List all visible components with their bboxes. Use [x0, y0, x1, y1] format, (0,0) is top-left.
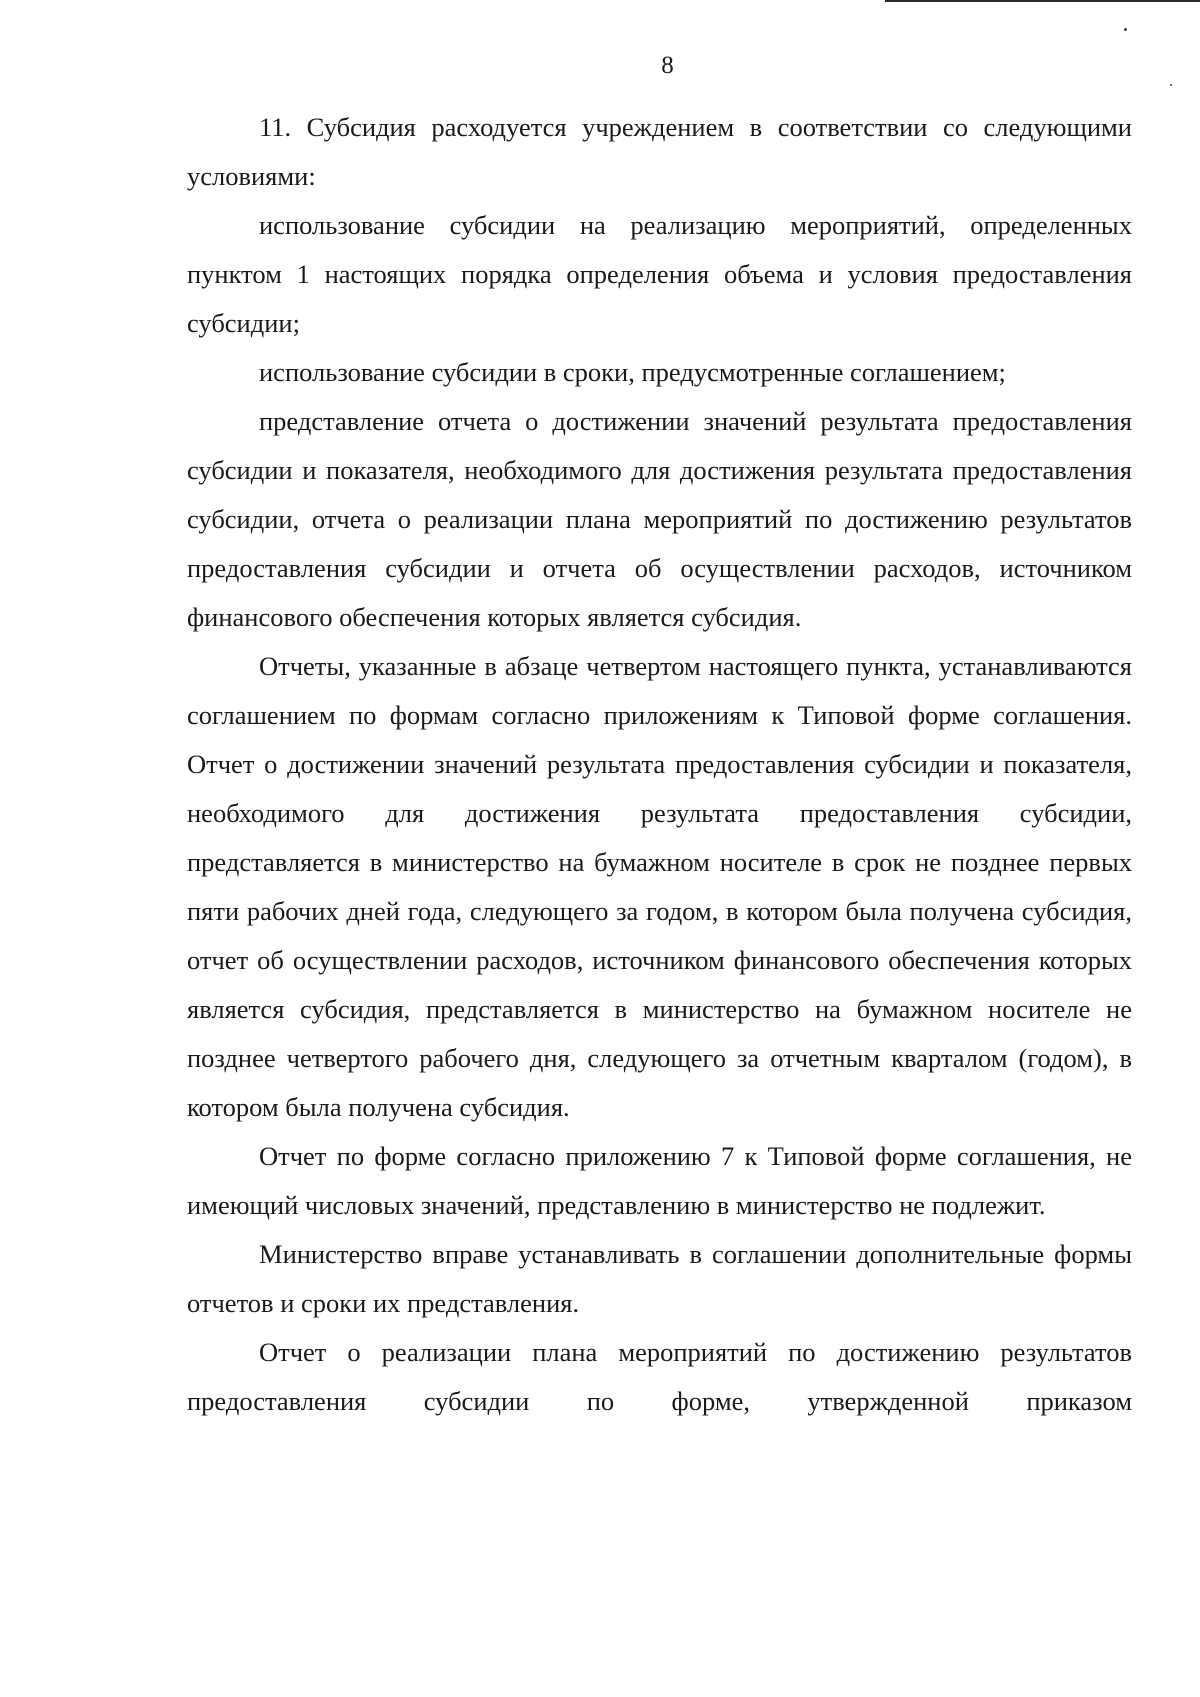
page-number: 8 — [661, 52, 674, 79]
scan-edge-line — [885, 0, 1200, 2]
paragraph-clause-11: 11. Субсидия расходуется учреждением в соответствии со следующими условиями: — [187, 112, 1132, 191]
paragraph-condition-purpose: использование субсидии на реализацию мероприятий, определенных пунктом 1 настоящих порядка определения объема и условия предоставления субсидии; — [187, 210, 1132, 338]
paragraph-report-forms: Отчеты, указанные в абзаце четвертом настоящего пункта, устанавливаются соглашением по формам согласно приложениям к Типовой форме соглашения. Отчет о достижении значений результата предоставления субсидии и показателя, необходимого для достижения результата предоставления субсидии, представляется в министерство на бумажном носителе в срок не позднее первых пяти рабочих дней года, следующего за годом, в котором была получена субсидия, отчет об осуществлении расходов, источником финансового обеспечения которых является субсидия, представляется в министерство на бумажном носителе не позднее четвертого рабочего дня, следующего за отчетным кварталом (годом), в котором была получена субсидия. — [187, 651, 1132, 1122]
paragraph-appendix-7: Отчет по форме согласно приложению 7 к Типовой форме соглашения, не имеющий числовых значений, представлению в министерство не подлежит. — [187, 1141, 1132, 1220]
scan-speck — [1170, 84, 1172, 86]
paragraph-condition-terms: использование субсидии в сроки, предусмотренные соглашением; — [259, 357, 1006, 387]
paragraph-additional-forms: Министерство вправе устанавливать в соглашении дополнительные формы отчетов и сроки их представления. — [187, 1239, 1132, 1318]
paragraph-condition-reports: представление отчета о достижении значений результата предоставления субсидии и показателя, необходимого для достижения результата предоставления субсидии, отчета о реализации плана мероприятий по достижению результатов предоставления субсидии и отчета об осуществлении расходов, источником финансового обеспечения которых является субсидия. — [187, 406, 1132, 632]
scan-speck — [1124, 28, 1127, 31]
paragraph-plan-report: Отчет о реализации плана мероприятий по достижению результатов предоставления субсидии по форме, утвержденной приказом — [187, 1337, 1132, 1416]
document-body — [187, 103, 1132, 1426]
